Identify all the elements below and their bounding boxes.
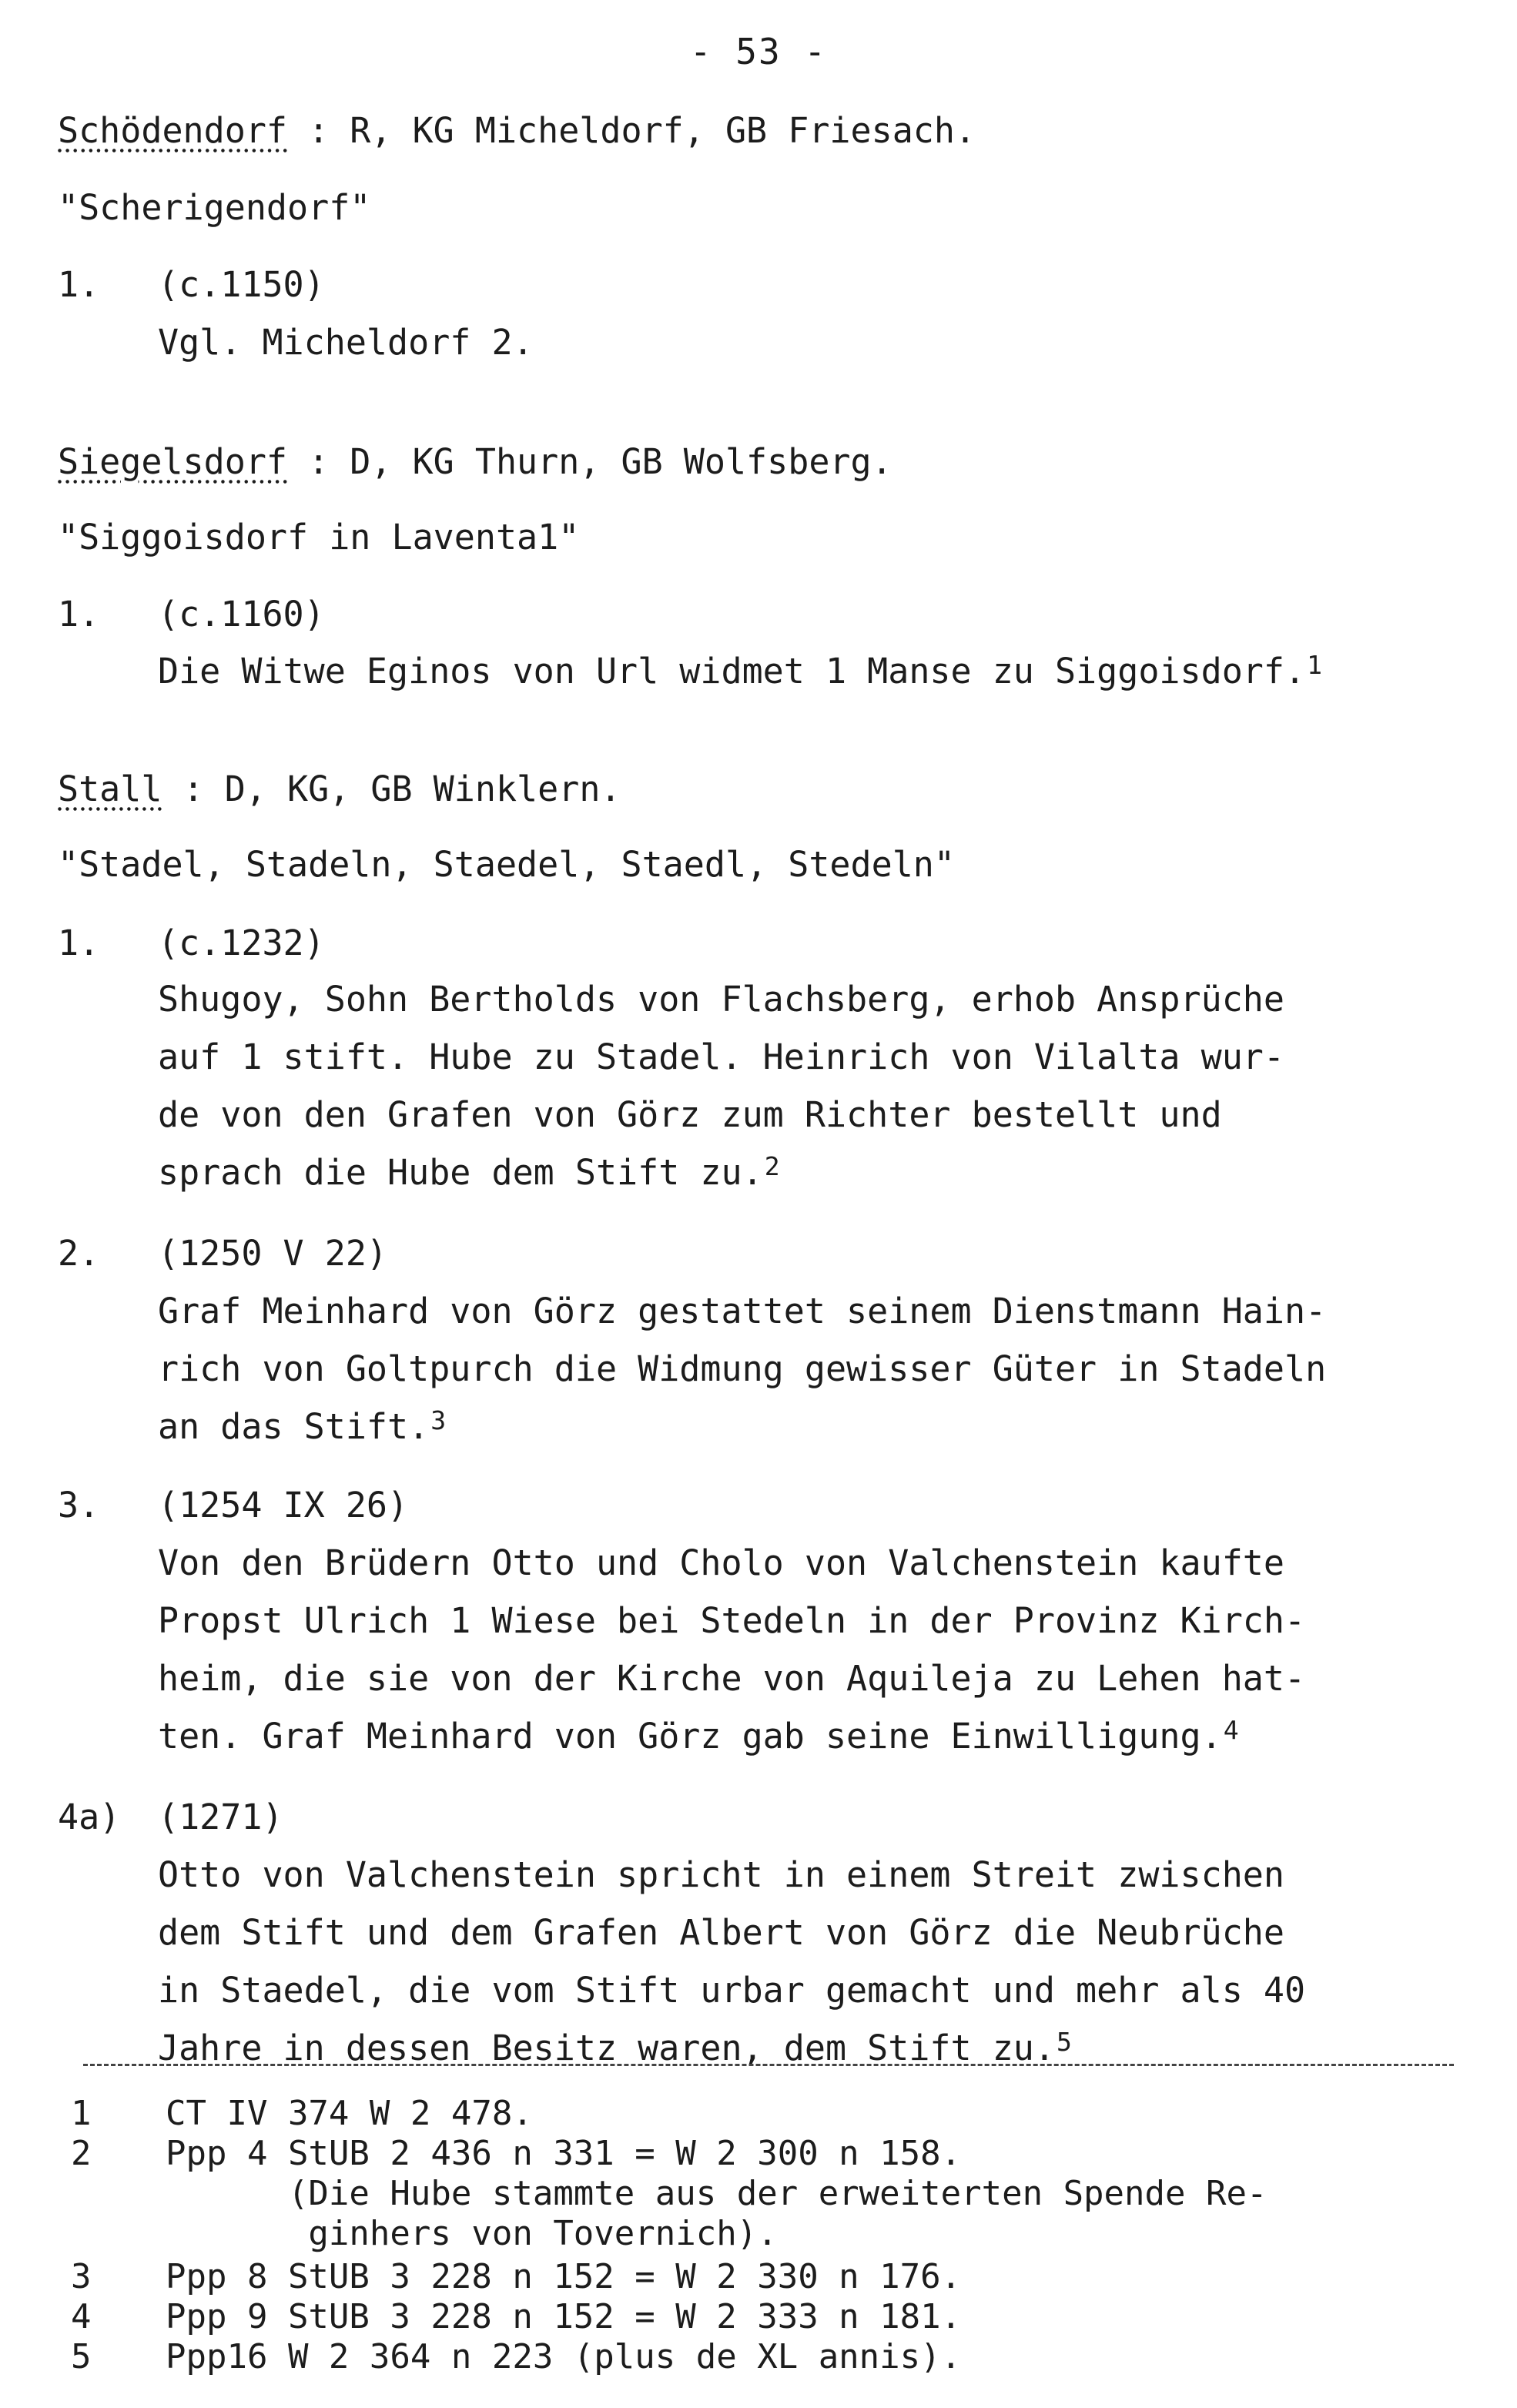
item-date: (1271) xyxy=(158,1797,283,1837)
item-text-line: heim, die sie von der Kirche von Aquileja zu Lehen hat- xyxy=(158,1658,1306,1699)
footnote-number: 2 xyxy=(71,2134,92,2173)
entry-heading xyxy=(58,766,621,812)
footnote-ref[interactable]: 2 xyxy=(764,1151,780,1181)
item-text-line: de von den Grafen von Görz zum Richter bestellt und xyxy=(158,1094,1222,1135)
item-text-line: Graf Meinhard von Görz gestattet seinem Dienstmann Hain- xyxy=(158,1291,1327,1331)
item-text-line: sprach die Hube dem Stift zu.$^2$ xyxy=(158,1151,780,1193)
footnote-text: Ppp 9 StUB 3 228 n 152 = W 2 333 n 181. xyxy=(166,2297,962,2336)
name-variants: "Siggoisdorf in Laventa1" xyxy=(58,517,580,558)
item-number: 3. xyxy=(58,1485,100,1526)
item-number: 1. xyxy=(58,264,100,305)
footnote-ref[interactable]: 4 xyxy=(1223,1715,1239,1745)
item-text-line: in Staedel, die vom Stift urbar gemacht und mehr als 40 xyxy=(158,1970,1306,2011)
footnote-ref[interactable]: 3 xyxy=(430,1405,447,1435)
footnote-text: Ppp16 W 2 364 n 223 (plus de XL annis). xyxy=(166,2337,962,2376)
item-date: (c.1150) xyxy=(158,264,325,305)
footnote-text: ginhers von Tovernich). xyxy=(166,2214,778,2253)
footnote-text: CT IV 374 W 2 478. xyxy=(166,2094,533,2133)
footnote-divider xyxy=(83,2064,1454,2066)
footnote-text: Ppp 8 StUB 3 228 n 152 = W 2 330 n 176. xyxy=(166,2257,962,2296)
page-number: - 53 - xyxy=(689,31,828,72)
item-text-line: Die Witwe Eginos von Url widmet 1 Manse zu Siggoisdorf.$^1$ xyxy=(158,650,1322,692)
item-text-line: Otto von Valchenstein spricht in einem Streit zwischen xyxy=(158,1854,1284,1895)
item-text-line: Propst Ulrich 1 Wiese bei Stedeln in der Provinz Kirch- xyxy=(158,1600,1306,1641)
item-text-line: dem Stift und dem Grafen Albert von Görz die Neubrüche xyxy=(158,1912,1284,1953)
item-text-line: Shugoy, Sohn Bertholds von Flachsberg, erhob Ansprüche xyxy=(158,979,1284,1020)
item-text-line: an das Stift.$^3$ xyxy=(158,1405,447,1447)
name-variants: "Scherigendorf" xyxy=(58,187,371,228)
item-text-line: rich von Goltpurch die Widmung gewisser Güter in Stadeln xyxy=(158,1348,1327,1389)
item-number: 2. xyxy=(58,1233,100,1274)
place-details: : D, KG, GB Winklern. xyxy=(162,769,621,809)
item-date: (c.1160) xyxy=(158,594,325,635)
item-text-line: Jahre in dessen Besitz waren, dem Stift zu.$^5$ xyxy=(158,2027,1072,2068)
entry-heading xyxy=(58,108,976,154)
item-text-line: Vgl. Micheldorf 2. xyxy=(158,322,534,363)
item-number: 1. xyxy=(58,594,100,635)
item-date: (1254 IX 26) xyxy=(158,1485,409,1526)
place-name: Stall xyxy=(58,769,162,809)
place-name: Schödendorf xyxy=(58,110,288,151)
place-details: : D, KG Thurn, GB Wolfsberg. xyxy=(287,441,892,482)
item-text-line: ten. Graf Meinhard von Görz gab seine Einwilligung.$^4$ xyxy=(158,1715,1239,1757)
footnote-ref[interactable]: 1 xyxy=(1307,650,1322,680)
name-variants: "Stadel, Stadeln, Staedel, Staedl, Stedeln" xyxy=(58,844,955,885)
place-name: Siegelsdorf xyxy=(58,441,288,482)
entry-heading xyxy=(58,439,892,485)
item-number: 4a) xyxy=(58,1797,121,1837)
item-date: (c.1232) xyxy=(158,923,325,963)
footnote-number: 3 xyxy=(71,2257,92,2296)
item-text-line: Von den Brüdern Otto und Cholo von Valchenstein kaufte xyxy=(158,1542,1284,1583)
footnote-text: (Die Hube stammte aus der erweiterten Spende Re- xyxy=(166,2174,1268,2213)
footnote-text: Ppp 4 StUB 2 436 n 331 = W 2 300 n 158. xyxy=(166,2134,962,2173)
footnote-number: 5 xyxy=(71,2337,92,2376)
footnote-number: 4 xyxy=(71,2297,92,2336)
item-date: (1250 V 22) xyxy=(158,1233,388,1274)
place-details: : R, KG Micheldorf, GB Friesach. xyxy=(287,110,976,151)
item-number: 1. xyxy=(58,923,100,963)
item-text-line: auf 1 stift. Hube zu Stadel. Heinrich von Vilalta wur- xyxy=(158,1037,1284,1077)
footnote-number: 1 xyxy=(71,2094,92,2133)
footnote-ref[interactable]: 5 xyxy=(1056,2027,1072,2057)
